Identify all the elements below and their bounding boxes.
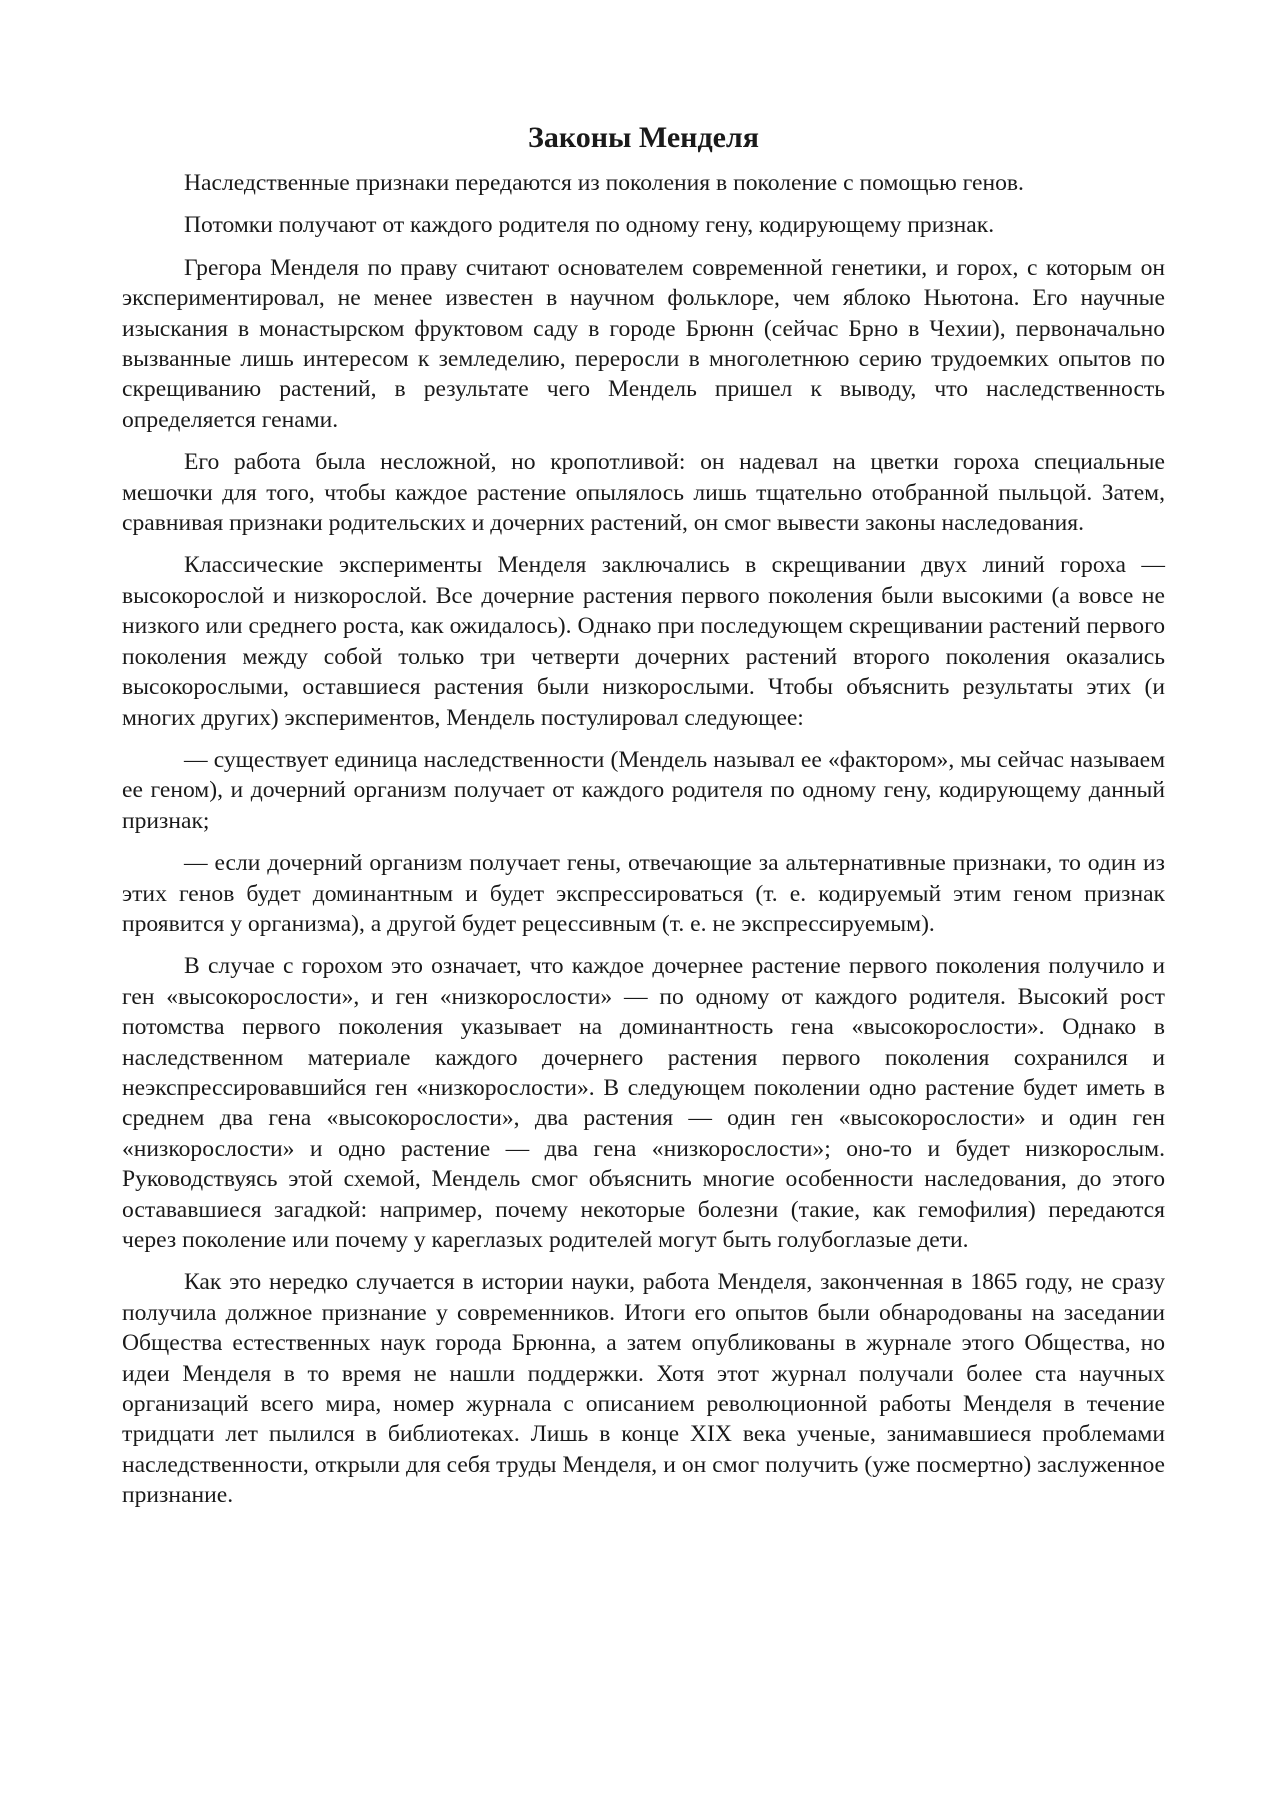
paragraph-7: — если дочерний организм получает гены, отвечающие за альтернативные признаки, то один из этих генов будет доминантным и будет экспрессироваться (т. е. кодируемый этим геном признак проявится у организма), а другой будет рецессивным (т. е. не экспрессируемым). — [122, 850, 1165, 937]
paragraph-6: — существует единица наследственности (Мендель называл ее «фактором», мы сейчас называем ее геном), и дочерний организм получает от каждого родителя по одному гену, кодирующему данный признак; — [122, 746, 1165, 834]
document-page — [122, 120, 1165, 1523]
paragraph-8: В случае с горохом это означает, что каждое дочернее растение первого поколения получило и ген «высокорослости», и ген «низкорослости» — по одному от каждого родителя. Высокий рост потомства первого поколения указывает на доминантность гена «высокорослости». Однако в наследственном материале каждого дочернего растения первого поколения сохранился и неэкспрессировавшийся ген «низкорослости». В следующем поколении одно растение будет иметь в среднем два гена «высокорослости», два растения — один ген «высокорослости» и один ген «низкорослости» и одно растение — два гена «низкорослости»; оно-то и будет низкорослым. Руководствуясь этой схемой, Мендель смог объяснить многие особенности наследования, до этого остававшиеся загадкой: например, почему некоторые болезни (такие, как гемофилия) передаются через поколение или почему у кареглазых родителей могут быть голубоглазые дети. — [122, 953, 1165, 1253]
paragraph-1: Наследственные признаки передаются из поколения в поколение с помощью генов. — [184, 170, 1024, 196]
document-title: Законы Менделя — [527, 121, 759, 154]
paragraph-2: Потомки получают от каждого родителя по одному гену, кодирующему признак. — [184, 212, 995, 239]
paragraph-9: Как это нередко случается в истории науки, работа Менделя, законченная в 1865 году, не сразу получила должное признание у современников. Итоги его опытов были обнародованы на заседании Общества естественных наук города Брюнна, а затем опубликованы в журнале этого Общества, но идеи Менделя в то время не нашли поддержки. Хотя этот журнал получали более ста научных организаций всего мира, номер журнала с описанием революционной работы Менделя в течение тридцати лет пылился в библиотеках. Лишь в конце XIX века ученые, занимавшиеся проблемами наследственности, открыли для себя труды Менделя, и он смог получить (уже посмертно) заслуженное признание. — [122, 1269, 1165, 1509]
paragraph-3: Грегора Менделя по праву считают основателем современной генетики, и горох, с которым он экспериментировал, не менее известен в научном фольклоре, чем яблоко Ньютона. Его научные изыскания в монастырском фруктовом саду в городе Брюнн (сейчас Брно в Чехии), первоначально вызванные лишь интересом к земледелию, переросли в многолетнюю серию трудоемких опытов по скрещиванию растений, в результате чего Мендель пришел к выводу, что наследственность определяется генами. — [122, 254, 1165, 433]
paragraph-4: Его работа была несложной, но кропотливой: он надевал на цветки гороха специальные мешочки для того, чтобы каждое растение опылялось лишь тщательно отобранной пыльцой. Затем, сравнивая признаки родительских и дочерних растений, он смог вывести законы наследования. — [122, 449, 1165, 537]
paragraph-5: Классические эксперименты Менделя заключались в скрещивании двух линий гороха — высокорослой и низкорослой. Все дочерние растения первого поколения были высокими (а вовсе не низкого или среднего роста, как ожидалось). Однако при последующем скрещивании растений первого поколения между собой только три четверти дочерних растений второго поколения оказались высокорослыми, оставшиеся растения были низкорослыми. Чтобы объяснить результаты этих (и многих других) экспериментов, Мендель постулировал следующее: — [122, 552, 1165, 731]
